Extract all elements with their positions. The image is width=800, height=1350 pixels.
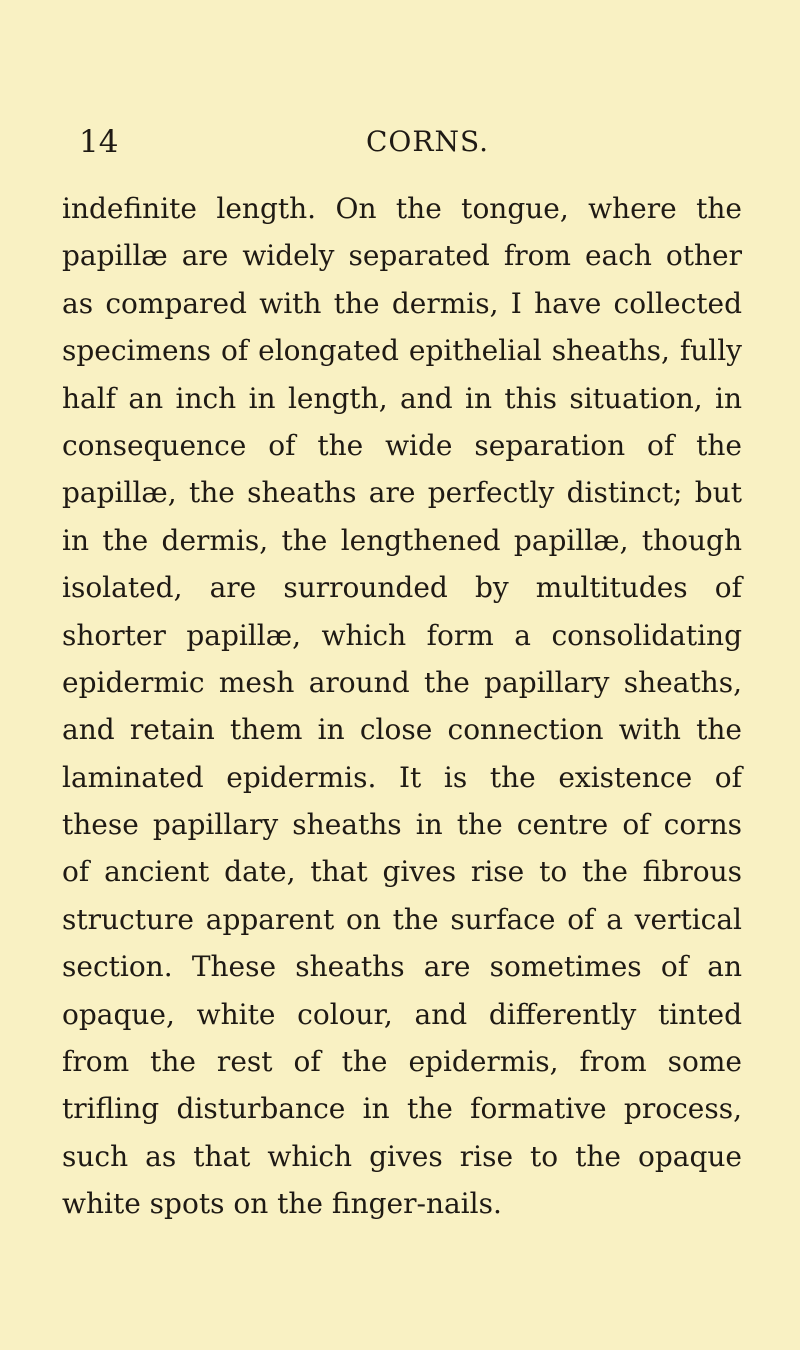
text-line: consequence of the wide separation of the xyxy=(62,428,742,462)
text-line: structure apparent on the surface of a vertical xyxy=(62,902,742,936)
text-line: from the rest of the epidermis, from some xyxy=(62,1045,742,1079)
text-line: as compared with the dermis, I have collected xyxy=(62,286,742,320)
text-line: specimens of elongated epithelial sheaths, fully xyxy=(62,334,742,368)
page-number: 14 xyxy=(79,124,119,160)
text-line: papillæ, the sheaths are perfectly distinct; but xyxy=(62,476,742,510)
text-line: trifling disturbance in the formative process, xyxy=(62,1092,742,1126)
text-line: laminated epidermis. It is the existence of xyxy=(62,760,742,794)
text-line: opaque, white colour, and differently tinted xyxy=(62,997,742,1031)
text-line: section. These sheaths are sometimes of an xyxy=(62,950,742,984)
text-line: papillæ are widely separated from each other xyxy=(62,239,742,273)
body-text xyxy=(62,185,742,1228)
text-line: shorter papillæ, which form a consolidating xyxy=(62,618,742,652)
text-line: of ancient date, that gives rise to the fibrous xyxy=(62,855,742,889)
text-line: indefinite length. On the tongue, where the xyxy=(62,192,742,225)
text-line: half an inch in length, and in this situation, in xyxy=(62,381,742,415)
text-line: and retain them in close connection with the xyxy=(62,713,742,747)
running-title: CORNS. xyxy=(366,125,490,158)
text-line: in the dermis, the lengthened papillæ, though xyxy=(62,523,742,557)
text-line: such as that which gives rise to the opaque xyxy=(62,1139,742,1173)
running-head xyxy=(0,122,800,162)
text-line: epidermic mesh around the papillary sheaths, xyxy=(62,665,742,699)
text-line: isolated, are surrounded by multitudes of xyxy=(62,571,742,605)
text-line: these papillary sheaths in the centre of corns xyxy=(62,808,742,842)
text-line: white spots on the finger-nails. xyxy=(62,1187,502,1221)
